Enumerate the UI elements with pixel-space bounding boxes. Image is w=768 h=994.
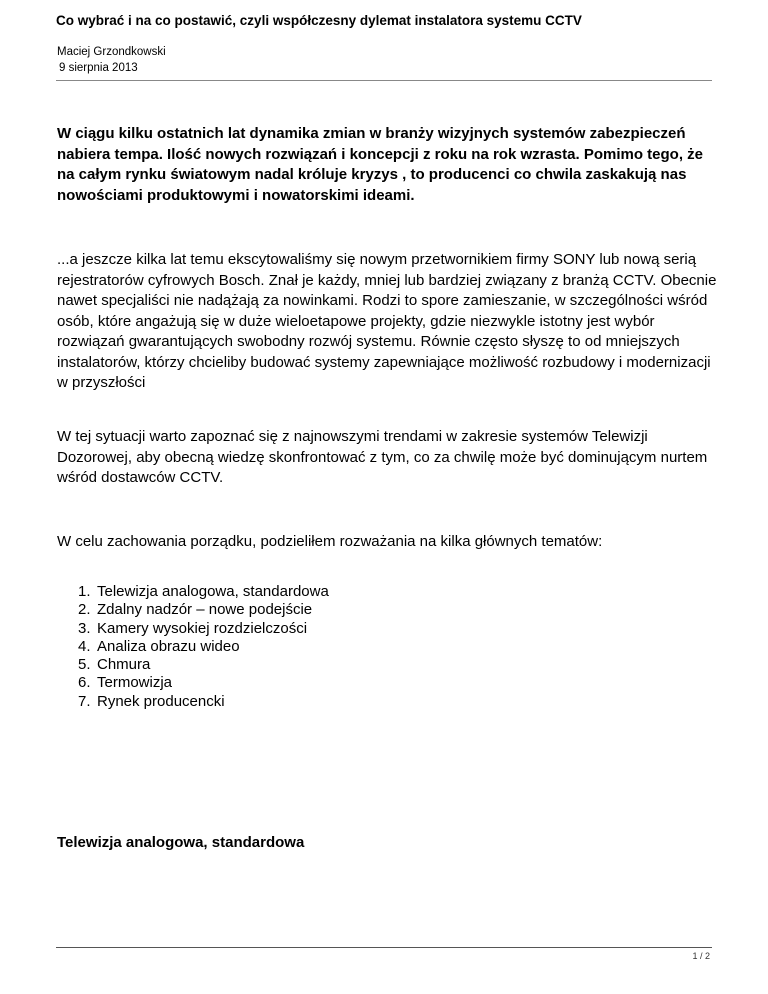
list-item-number: 7. bbox=[78, 692, 91, 710]
publish-date: 9 sierpnia 2013 bbox=[59, 62, 138, 74]
list-item-label: Telewizja analogowa, standardowa bbox=[97, 583, 329, 600]
body-paragraph-1: ...a jeszcze kilka lat temu ekscytowaliśmy się nowym przetwornikiem firmy SONY lub nową serią rejestratorów cyfrowych Bosch. Znał je każdy, mniej lub bardziej związany z branżą CCTV. Obecnie nawet specjaliści nie nadążają za nowinkami. Rodzi to spore zamieszanie, w szczególności wśród osób, które angażują się w duże wieloetapowe projekty, gdzie niezwykle istotny jest wybór rozwiązań gwarantujących swobodny rozwój systemu. Równie często słyszę to od mniejszych instalatorów, którzy chcieliby budować systemy zapewniające możliwość rozbudowy i modernizacji w przyszłości bbox=[57, 251, 717, 391]
list-item-number: 4. bbox=[78, 637, 91, 655]
header-divider bbox=[56, 80, 712, 81]
list-item-label: Rynek producencki bbox=[97, 692, 225, 710]
body-paragraph-3: W celu zachowania porządku, podzieliłem rozważania na kilka głównych tematów: bbox=[57, 533, 603, 550]
list-item bbox=[57, 583, 329, 601]
page-number: 1 / 2 bbox=[692, 951, 710, 961]
list-item-label: Analiza obrazu wideo bbox=[97, 637, 240, 655]
list-item bbox=[57, 638, 329, 656]
list-item-number: 3. bbox=[78, 619, 91, 637]
list-item-number: 5. bbox=[78, 656, 91, 674]
page-title: Co wybrać i na co postawić, czyli współczesny dylemat instalatora systemu CCTV bbox=[56, 13, 582, 28]
list-item-number: 2. bbox=[78, 601, 91, 619]
list-item bbox=[57, 656, 329, 674]
footer-divider bbox=[56, 947, 712, 948]
list-item bbox=[57, 693, 329, 711]
list-item-label: Chmura bbox=[97, 656, 151, 674]
author-name: Maciej Grzondkowski bbox=[57, 46, 166, 58]
list-item-number: 1. bbox=[78, 583, 91, 600]
list-item-number: 6. bbox=[78, 674, 91, 692]
list-item bbox=[57, 601, 329, 619]
topics-list bbox=[57, 583, 329, 711]
section-heading: Telewizja analogowa, standardowa bbox=[57, 834, 305, 851]
list-item-label: Termowizja bbox=[97, 674, 173, 692]
list-item bbox=[57, 674, 329, 692]
list-item-label: Zdalny nadzór – nowe podejście bbox=[97, 601, 313, 619]
article-meta bbox=[57, 44, 166, 76]
body-paragraph-2: W tej sytuacji warto zapoznać się z najnowszymi trendami w zakresie systemów Telewizji Dozorowej, aby obecną wiedzę skonfrontować z tym, co za chwilę może być dominującym nurtem wśród dostawców CCTV. bbox=[57, 428, 708, 486]
lead-paragraph: W ciągu kilku ostatnich lat dynamika zmian w branży wizyjnych systemów zabezpieczeń nabiera tempa. Ilość nowych rozwiązań i koncepcji z roku na rok wzrasta. Pomimo tego, że na całym rynku światowym nadal króluje kryzys , to producenci co chwila zaskakują nas nowościami produktowymi i nowatorskimi ideami. bbox=[57, 125, 704, 204]
list-item-label: Kamery wysokiej rozdzielczości bbox=[97, 619, 308, 637]
list-item bbox=[57, 620, 329, 638]
